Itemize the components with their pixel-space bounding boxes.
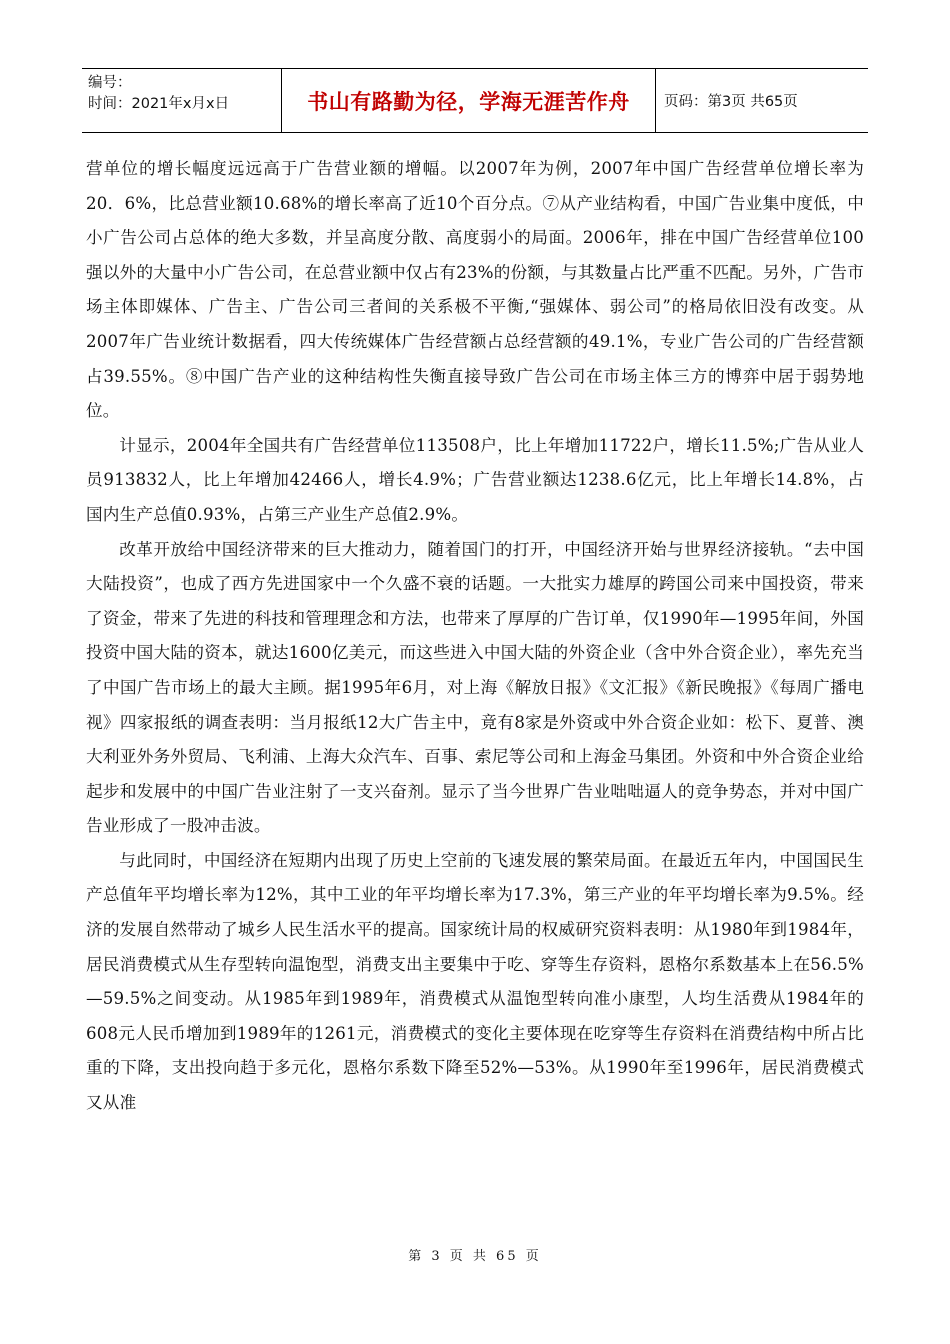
document-date: 时间：2021年x月x日 (88, 96, 230, 112)
page-footer: 第 3 页 共 65 页 (408, 1249, 542, 1264)
paragraph-foreign-investment: 改革开放给中国经济带来的巨大推动力，随着国门的打开，中国经济开始与世界经济接轨。“去中国大陆投资”，也成了西方先进国家中一个久盛不衰的话题。一大批实力雄厚的跨国公司来中国投资，带来了资金，带来了先进的科技和管理理念和方法，也带来了厚厚的广告订单，仅1990年—1995年间，外国投资中国大陆的资本，就达1600亿美元，而这些进入中国大陆的外资企业（含中外合资企业），率先充当了中国广告市场上的最大主顾。据1995年6月，对上海《解放日报》《文汇报》《新民晚报》《每周广播电视》四家报纸的调查表明：当月报纸12大广告主中，竟有8家是外资或中外合资企业如：松下、夏普、澳大利亚外务外贸局、飞利浦、上海大众汽车、百事、索尼等公司和上海金马集团。外资和中外合资企业给起步和发展中的中国广告业注射了一支兴奋剂。显示了当今世界广告业咄咄逼人的竞争势态，并对中国广告业形成了一股冲击波。 (86, 539, 864, 836)
document-header (82, 68, 868, 133)
header-page-info-cell (656, 69, 868, 132)
paragraph-economic-growth: 与此同时，中国经济在短期内出现了历史上空前的飞速发展的繁荣局面。在最近五年内，中国国民生产总值年平均增长率为12%，其中工业的年平均增长率为17.3%，第三产业的年平均增长率为9.5%。经济的发展自然带动了城乡人民生活水平的提高。国家统计局的权威研究资料表明：从1980年到1984年，居民消费模式从生存型转向温饱型，消费支出主要集中于吃、穿等生存资料，恩格尔系数基本上在56.5%—59.5%之间变动。从1985年到1989年，消费模式从温饱型转向准小康型，人均生活费从1984年的608元人民币增加到1989年的1261元，消费模式的变化主要体现在吃穿等生存资料在消费结构中所占比重的下降，支出投向趋于多元化，恩格尔系数下降至52%—53%。从1990年至1996年，居民消费模式又从准 (86, 850, 864, 1113)
header-motto-cell (282, 69, 656, 132)
paragraph-continuation: 营单位的增长幅度远远高于广告营业额的增幅。以2007年为例，2007年中国广告经营单位增长率为20．6%，比总营业额10.68%的增长率高了近10个百分点。⑦从产业结构看，中国广告业集中度低，中小广告公司占总体的绝大多数，并呈高度分散、高度弱小的局面。2006年，排在中国广告经营单位100强以外的大量中小广告公司，在总营业额中仅占有23%的份额，与其数量占比严重不匹配。另外，广告市场主体即媒体、广告主、广告公司三者间的关系极不平衡,“强媒体、弱公司”的格局依旧没有改变。从2007年广告业统计数据看，四大传统媒体广告经营额占总经营额的49.1%，专业广告公司的广告经营额占39.55%。⑧中国广告产业的这种结构性失衡直接导致广告公司在市场主体三方的博弈中居于弱势地位。 (86, 159, 864, 421)
document-body (86, 152, 864, 1121)
header-page-info: 页码：第3页 共65页 (664, 94, 798, 110)
header-motto: 书山有路勤为径，学海无涯苦作舟 (307, 89, 630, 114)
paragraph-statistics: 计显示，2004年全国共有广告经营单位113508户，比上年增加11722户，增长11.5%;广告从业人员913832人，比上年增加42466人，增长4.9%；广告营业额达1238.6亿元，比上年增长14.8%，占国内生产总值0.93%，占第三产业生产总值2.9%。 (86, 435, 864, 524)
document-number-label: 编号： (88, 75, 132, 91)
header-meta (82, 69, 282, 132)
